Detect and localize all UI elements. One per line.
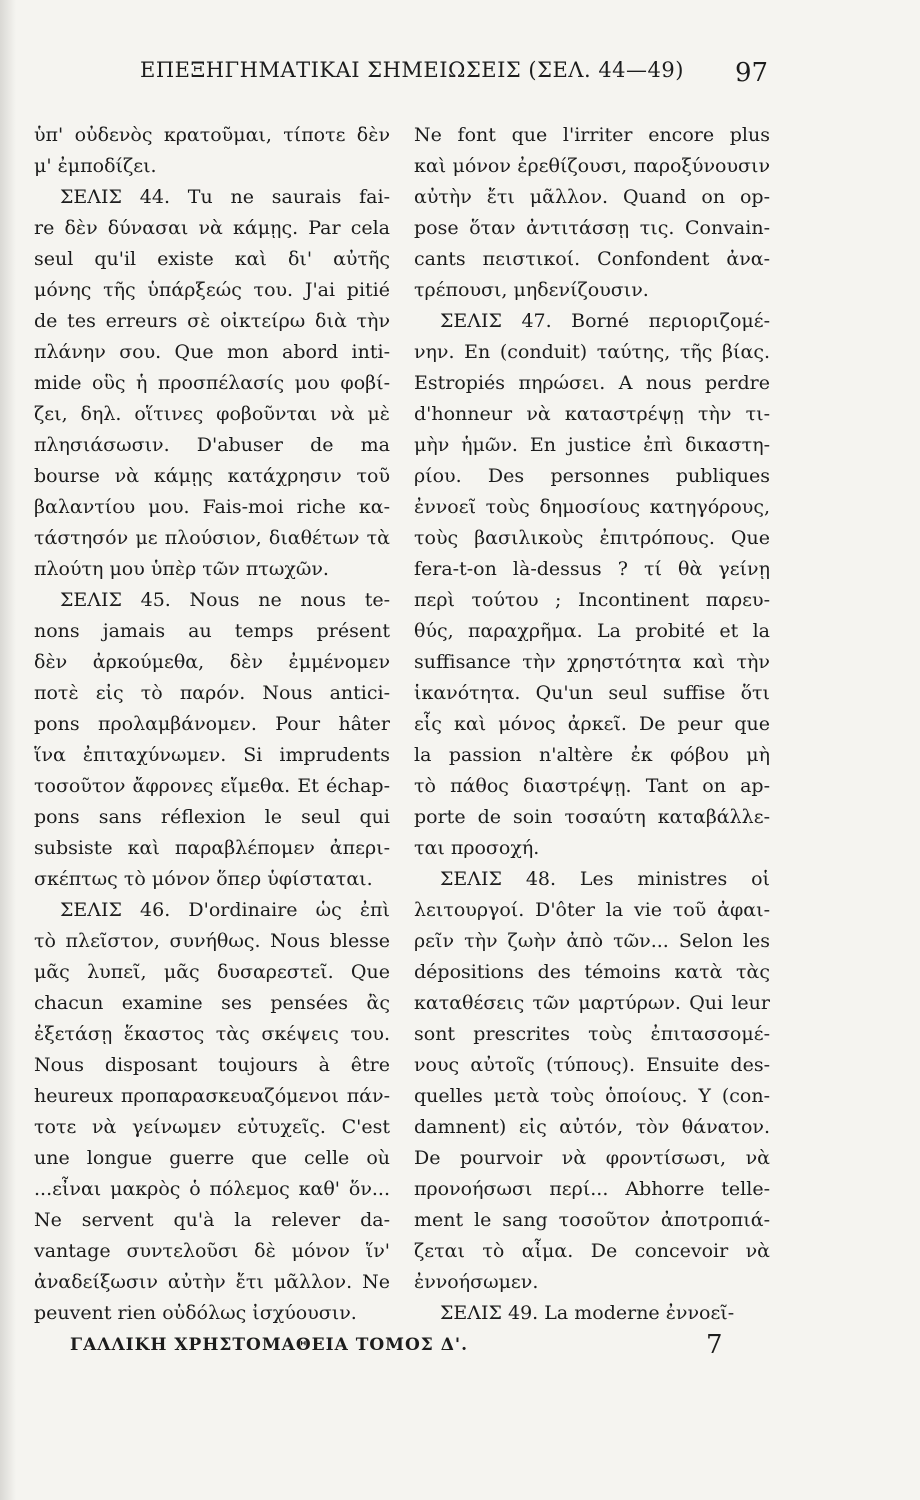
text-line: ἱκανότητα. Qu'un seul suffise ὅτι — [414, 682, 770, 704]
text-line: peuvent rien οὐδόλως ἰσχύουσιν. — [34, 1302, 357, 1324]
text-line: τρέπουσι, μηδενίζουσιν. — [414, 279, 649, 301]
text-line: sont prescrites τοὺς ἐπιτασσομέ- — [414, 1023, 770, 1045]
text-line: ΣΕΛΙΣ 44. Tu ne saurais fai- — [60, 186, 390, 208]
text-line: προνοήσωσι περί... Abhorre telle- — [414, 1178, 770, 1200]
text-line: ΣΕΛΙΣ 45. Nous ne nous te- — [60, 589, 390, 611]
text-line: αὐτὴν ἔτι μᾶλλον. Quand on op- — [414, 186, 770, 208]
text-line: πλάνην σου. Que mon abord inti- — [34, 341, 390, 363]
text-line: dépositions des témoins κατὰ τὰς — [414, 961, 770, 983]
text-line: ΣΕΛΙΣ 46. D'ordinaire ὡς ἐπὶ — [60, 899, 390, 921]
text-line: μόνης τῆς ὑπάρξεώς του. J'ai pitié — [34, 279, 390, 301]
text-line: ΣΕΛΙΣ 49. La moderne ἐννοεῖ- — [440, 1302, 735, 1324]
text-line: chacun examine ses pensées ἂς — [34, 992, 390, 1014]
running-header: ΕΠΕΞΗΓΗΜΑΤΙΚΑΙ ΣΗΜΕΙΩΣΕΙΣ (ΣΕΛ. 44—49) — [140, 58, 684, 82]
text-line: τοτε νὰ γείνωμεν εὐτυχεῖς. C'est — [34, 1116, 390, 1138]
text-line: τὸ πλεῖστον, συνήθως. Nous blesse — [34, 930, 390, 952]
right-text-column — [414, 120, 770, 1329]
text-line: ἀναδείξωσιν αὐτὴν ἔτι μᾶλλον. Ne — [34, 1271, 390, 1293]
text-line: καὶ μόνον ἐρεθίζουσι, παροξύνουσιν — [414, 155, 770, 177]
text-line: ἐξετάσῃ ἕκαστος τὰς σκέψεις του. — [34, 1023, 390, 1045]
text-line: pons sans réflexion le seul qui — [34, 806, 390, 828]
text-line: μὴν ἡμῶν. En justice ἐπὶ δικαστη- — [414, 434, 770, 456]
text-line: quelles μετὰ τοὺς ὁποίους. Y (con- — [414, 1085, 770, 1107]
text-line: une longue guerre que celle où — [34, 1147, 390, 1169]
text-line: ται προσοχή. — [414, 837, 540, 859]
text-line: τάστησόν με πλούσιον, διαθέτων τὰ — [34, 527, 390, 549]
text-line: ζει, δηλ. οἵτινες φοβοῦνται νὰ μὲ — [34, 403, 390, 425]
text-line: damnent) εἰς αὐτόν, τὸν θάνατον. — [414, 1116, 770, 1138]
text-line: λειτουργοί. D'ôter la vie τοῦ ἀφαι- — [414, 899, 770, 921]
text-line: nons jamais au temps présent — [34, 620, 390, 642]
text-line: τοσοῦτον ἄφρονες εἴμεθα. Et échap- — [34, 775, 390, 797]
text-line: Estropiés πηρώσει. A nous perdre — [414, 372, 770, 394]
text-line: σκέπτως τὸ μόνον ὅπερ ὑφίσταται. — [34, 868, 373, 890]
text-line: μᾶς λυπεῖ, μᾶς δυσαρεστεῖ. Que — [34, 961, 390, 983]
text-line: πλησιάσωσιν. D'abuser de ma — [34, 434, 390, 456]
text-line: ΣΕΛΙΣ 47. Borné περιοριζομέ- — [440, 310, 770, 332]
text-line: ἐννοεῖ τοὺς δημοσίους κατηγόρους, — [414, 496, 770, 518]
text-line: mide οὓς ἡ προσπέλασίς μου φοβί- — [34, 372, 390, 394]
text-line: νην. En (conduit) ταύτης, τῆς βίας. — [414, 341, 770, 363]
text-line: suffisance τὴν χρηστότητα καὶ τὴν — [414, 651, 770, 673]
text-line: ἐννοήσωμεν. — [414, 1271, 539, 1293]
text-line: ποτὲ εἰς τὸ παρόν. Nous antici- — [34, 682, 390, 704]
text-line: δὲν ἀρκούμεθα, δὲν ἐμμένομεν — [34, 651, 390, 673]
text-line: Ne servent qu'à la relever da- — [34, 1209, 390, 1231]
text-line: subsiste καὶ παραβλέπομεν ἀπερι- — [34, 837, 390, 859]
text-line: ὑπ' οὐδενὸς κρατοῦμαι, τίποτε δὲν — [34, 124, 390, 146]
text-line: ...εἶναι μακρὸς ὁ πόλεμος καθ' ὅν... — [34, 1178, 390, 1200]
left-text-column — [34, 120, 390, 1329]
text-line: τὸ πάθος διαστρέψῃ. Tant on ap- — [414, 775, 770, 797]
text-line: καταθέσεις τῶν μαρτύρων. Qui leur — [414, 992, 770, 1014]
text-line: τοὺς βασιλικοὺς ἐπιτρόπους. Que — [414, 527, 770, 549]
text-line: ἵνα ἐπιταχύνωμεν. Si imprudents — [34, 744, 390, 766]
page-number: 97 — [735, 58, 769, 88]
text-line: pose ὅταν ἀντιτάσσῃ τις. Convain- — [414, 217, 770, 239]
text-line: fera-t-on là-dessus ? τί θὰ γείνῃ — [414, 558, 770, 580]
text-line: re δὲν δύνασαι νὰ κάμῃς. Par cela — [34, 217, 390, 239]
text-line: d'honneur νὰ καταστρέψῃ τὴν τι- — [414, 403, 770, 425]
text-line: pons προλαμβάνομεν. Pour hâter — [34, 713, 390, 735]
printer-signature-mark: 7 — [706, 1330, 723, 1360]
text-line: heureux προπαρασκευαζόμενοι πάν- — [34, 1085, 390, 1107]
text-line: πλούτη μου ὑπὲρ τῶν πτωχῶν. — [34, 558, 329, 580]
text-line: porte de soin τοσαύτη καταβάλλε- — [414, 806, 770, 828]
text-line: ζεται τὸ αἷμα. De concevoir νὰ — [414, 1240, 770, 1262]
text-line: ment le sang τοσοῦτον ἀποτροπιά- — [414, 1209, 770, 1231]
page-gutter-shadow — [0, 0, 16, 1500]
text-line: Ne font que l'irriter encore plus — [414, 124, 770, 146]
text-line: Nous disposant toujours à être — [34, 1054, 390, 1076]
text-line: περὶ τούτου ; Incontinent παρευ- — [414, 589, 770, 611]
text-line: εἷς καὶ μόνος ἀρκεῖ. De peur que — [414, 713, 770, 735]
text-line: νους αὐτοῖς (τύπους). Ensuite des- — [414, 1054, 770, 1076]
text-line: μ' ἐμποδίζει. — [34, 155, 157, 177]
text-line: βαλαντίου μου. Fais-moi riche κα- — [34, 496, 390, 518]
text-line: ρίου. Des personnes publiques — [414, 465, 770, 487]
text-line: cants πειστικοί. Confondent ἀνα- — [414, 248, 770, 270]
text-line: De pourvoir νὰ φροντίσωσι, νὰ — [414, 1147, 770, 1169]
text-line: θύς, παραχρῆμα. La probité et la — [414, 620, 770, 642]
text-line: de tes erreurs σὲ οἰκτείρω διὰ τὴν — [34, 310, 390, 332]
text-line: vantage συντελοῦσι δὲ μόνον ἵν' — [34, 1240, 390, 1262]
text-line: ρεῖν τὴν ζωὴν ἀπὸ τῶν... Selon les — [414, 930, 770, 952]
text-line: bourse νὰ κάμῃς κατάχρησιν τοῦ — [34, 465, 390, 487]
text-line: la passion n'altère ἐκ φόβου μὴ — [414, 744, 770, 766]
footer-book-title: ΓΑΛΛΙΚΗ ΧΡΗΣΤΟΜΑΘΕΙΑ ΤΟΜΟΣ Δ'. — [70, 1335, 469, 1355]
text-line: ΣΕΛΙΣ 48. Les ministres οἱ — [440, 868, 770, 890]
text-line: seul qu'il existe καὶ δι' αὐτῆς — [34, 248, 390, 270]
